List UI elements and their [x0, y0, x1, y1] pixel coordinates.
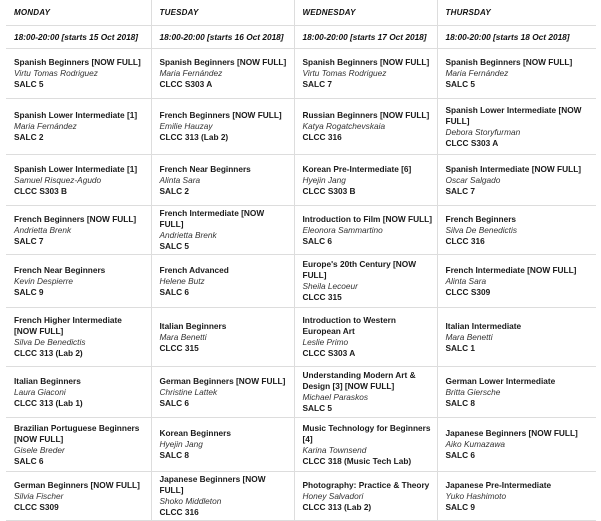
course-name: Italian Beginners	[159, 320, 227, 331]
tutor-name: Alinta Sara	[445, 275, 487, 286]
tutor-name: Virtu Tomas Rodriguez	[14, 68, 98, 78]
course-cell	[294, 367, 437, 418]
course-cell	[151, 99, 294, 155]
course-cell	[151, 49, 294, 99]
course-cell	[294, 155, 437, 206]
course-cell	[437, 155, 596, 206]
course-cell	[437, 472, 596, 521]
room-code: CLCC 316	[445, 235, 485, 246]
tutor-name: Andrietta Brenk	[159, 230, 217, 240]
room-code: SALC 6	[159, 286, 190, 297]
tutor-name: Emilie Hauzay	[159, 121, 213, 131]
course-row	[6, 99, 596, 155]
course-cell	[294, 206, 437, 255]
room-code: SALC 2	[159, 185, 190, 196]
course-name: Japanese Beginners [NOW FULL]	[445, 428, 578, 438]
room-code: SALC 6	[14, 455, 44, 466]
course-name: Italian Beginners	[14, 375, 81, 386]
tutor-name: Aiko Kumazawa	[445, 439, 505, 449]
room-code: SALC 8	[159, 450, 190, 460]
course-cell	[6, 472, 151, 521]
tutor-name: Christine Lattek	[159, 386, 218, 397]
course-cell	[151, 206, 294, 255]
tutor-name: Samuel Risquez-Agudo	[14, 174, 102, 185]
course-name: Introduction to Western European Art	[302, 315, 396, 336]
tutor-name: Gisele Breder	[14, 444, 65, 455]
tutor-name: Maria Fernández	[159, 68, 223, 78]
course-cell	[294, 418, 437, 472]
course-row	[6, 308, 596, 367]
tutor-name: Virtu Tomas Rodriguez	[302, 68, 387, 78]
course-name: French Intermediate [NOW FULL]	[445, 264, 577, 275]
course-name: French Beginners	[445, 213, 517, 224]
tutor-name: Hyejin Jang	[302, 174, 346, 185]
day-header-row	[6, 0, 596, 26]
day-header: MONDAY	[6, 0, 151, 26]
course-cell	[151, 472, 294, 521]
room-code: SALC 5	[159, 241, 190, 251]
course-name: Korean Beginners	[159, 428, 231, 438]
room-code: CLCC S303 B	[14, 185, 68, 196]
course-cell	[6, 49, 151, 99]
course-cell	[6, 418, 151, 472]
course-name: French Beginners [NOW FULL]	[14, 213, 137, 224]
room-code: CLCC 313 (Lab 2)	[14, 348, 83, 358]
course-name: Spanish Beginners [NOW FULL]	[159, 57, 287, 67]
course-name: Japanese Beginners [NOW FULL]	[159, 474, 266, 495]
course-name: French Higher Intermediate [NOW FULL]	[14, 315, 122, 336]
course-cell	[437, 206, 596, 255]
course-name: Russian Beginners [NOW FULL]	[302, 110, 430, 120]
tutor-name: Katya Rogatchevskaia	[302, 121, 386, 131]
room-code: SALC 6	[302, 235, 333, 246]
course-name: Photography: Practice & Theory	[302, 479, 430, 490]
tutor-name: Alinta Sara	[159, 174, 201, 185]
timetable-body	[6, 49, 596, 521]
course-name: Spanish Lower Intermediate [1]	[14, 110, 138, 120]
tutor-name: Karina Townsend	[302, 444, 367, 455]
course-cell	[437, 49, 596, 99]
course-cell	[6, 367, 151, 418]
course-name: Japanese Pre-Intermediate	[445, 479, 552, 490]
day-header: TUESDAY	[151, 0, 294, 26]
course-name: Spanish Lower Intermediate [1]	[14, 163, 138, 174]
course-name: French Near Beginners	[159, 163, 251, 174]
room-code: SALC 9	[445, 501, 476, 512]
room-code: CLCC 313 (Lab 2)	[302, 501, 372, 512]
course-row	[6, 206, 596, 255]
tutor-name: Andrietta Brenk	[14, 224, 72, 235]
course-cell	[437, 308, 596, 367]
course-cell	[151, 155, 294, 206]
course-cell	[437, 255, 596, 308]
session-time: 18:00-20:00 [starts 16 Oct 2018]	[151, 26, 294, 49]
room-code: SALC 5	[302, 403, 333, 413]
course-name: French Near Beginners	[14, 264, 106, 275]
course-cell	[294, 472, 437, 521]
course-name: Introduction to Film [NOW FULL]	[302, 213, 432, 224]
course-cell	[6, 308, 151, 367]
room-code: CLCC 313 (Lab 2)	[159, 132, 229, 142]
tutor-name: Oscar Salgado	[445, 174, 501, 185]
tutor-name: Maria Fernández	[14, 121, 77, 131]
tutor-name: Maria Fernández	[445, 68, 509, 78]
room-code: CLCC S303 A	[159, 79, 213, 89]
course-cell	[151, 308, 294, 367]
room-code: SALC 7	[302, 79, 333, 89]
room-code: SALC 1	[445, 342, 476, 353]
course-cell	[294, 255, 437, 308]
course-cell	[6, 255, 151, 308]
day-header: WEDNESDAY	[294, 0, 437, 26]
room-code: SALC 7	[14, 235, 44, 246]
room-code: CLCC 318 (Music Tech Lab)	[302, 455, 412, 466]
tutor-name: Mara Benetti	[445, 331, 493, 342]
tutor-name: Silva De Benedictis	[445, 224, 517, 235]
tutor-name: Shoko Middleton	[159, 496, 222, 506]
room-code: SALC 5	[14, 79, 44, 89]
tutor-name: Eleonora Sammartino	[302, 224, 383, 235]
course-cell	[151, 255, 294, 308]
room-code: CLCC 316	[159, 507, 199, 517]
room-code: SALC 5	[445, 79, 476, 89]
room-code: CLCC S303 A	[302, 348, 356, 358]
course-cell	[151, 418, 294, 472]
course-row	[6, 367, 596, 418]
course-cell	[437, 367, 596, 418]
course-cell	[437, 418, 596, 472]
room-code: SALC 6	[445, 450, 476, 460]
course-name: Brazilian Portuguese Beginners [NOW FULL]	[14, 422, 140, 444]
course-name: Italian Intermediate	[445, 320, 522, 331]
room-code: CLCC 313 (Lab 1)	[14, 397, 83, 408]
day-header: THURSDAY	[437, 0, 596, 26]
course-name: French Intermediate [NOW FULL]	[159, 208, 265, 229]
course-cell	[294, 308, 437, 367]
tutor-name: Michael Paraskos	[302, 392, 368, 402]
room-code: CLCC 315	[302, 292, 342, 302]
tutor-name: Kevin Despierre	[14, 275, 74, 286]
room-code: SALC 8	[445, 397, 476, 408]
course-row	[6, 418, 596, 472]
room-code: SALC 6	[159, 397, 190, 408]
course-name: French Advanced	[159, 264, 229, 275]
time-row	[6, 26, 596, 49]
room-code: CLCC 315	[159, 342, 199, 353]
course-cell	[6, 99, 151, 155]
course-name: Spanish Beginners [NOW FULL]	[14, 57, 141, 67]
tutor-name: Silva De Benedictis	[14, 337, 86, 347]
course-row	[6, 49, 596, 99]
course-name: Understanding Modern Art & Design [3] [NOW FULL]	[302, 370, 416, 391]
session-time: 18:00-20:00 [starts 18 Oct 2018]	[437, 26, 596, 49]
course-name: French Beginners [NOW FULL]	[159, 110, 282, 120]
course-name: Spanish Lower Intermediate [NOW FULL]	[445, 104, 582, 126]
tutor-name: Debora Storyfurman	[445, 126, 521, 137]
timetable	[6, 0, 596, 521]
course-row	[6, 472, 596, 521]
room-code: CLCC S309	[445, 286, 491, 297]
course-name: Spanish Beginners [NOW FULL]	[302, 57, 430, 67]
tutor-name: Mara Benetti	[159, 331, 207, 342]
tutor-name: Silvia Fischer	[14, 490, 64, 501]
course-name: Spanish Beginners [NOW FULL]	[445, 57, 573, 67]
course-cell	[294, 99, 437, 155]
tutor-name: Hyejin Jang	[159, 439, 203, 449]
room-code: CLCC S309	[14, 501, 59, 512]
course-cell	[437, 99, 596, 155]
tutor-name: Sheila Lecoeur	[302, 281, 358, 291]
room-code: SALC 2	[14, 132, 44, 142]
course-cell	[151, 367, 294, 418]
course-name: German Lower Intermediate	[445, 375, 556, 386]
tutor-name: Britta Giersche	[445, 386, 501, 397]
room-code: CLCC 316	[302, 132, 342, 142]
session-time: 18:00-20:00 [starts 15 Oct 2018]	[6, 26, 151, 49]
tutor-name: Laura Giaconi	[14, 386, 66, 397]
course-cell	[294, 49, 437, 99]
tutor-name: Honey Salvadori	[302, 490, 364, 501]
course-cell	[6, 206, 151, 255]
room-code: SALC 7	[445, 185, 476, 196]
course-name: Korean Pre-Intermediate [6]	[302, 163, 412, 174]
course-name: German Beginners [NOW FULL]	[14, 479, 140, 490]
session-time: 18:00-20:00 [starts 17 Oct 2018]	[294, 26, 437, 49]
tutor-name: Helene Butz	[159, 275, 205, 286]
course-name: Spanish Intermediate [NOW FULL]	[445, 163, 582, 174]
course-row	[6, 155, 596, 206]
course-name: Music Technology for Beginners [4]	[302, 422, 431, 444]
room-code: CLCC S303 B	[302, 185, 356, 196]
tutor-name: Leslie Primo	[302, 337, 349, 347]
course-cell	[6, 155, 151, 206]
course-name: German Beginners [NOW FULL]	[159, 375, 286, 386]
course-name: Europe's 20th Century [NOW FULL]	[302, 259, 417, 280]
room-code: SALC 9	[14, 286, 44, 297]
room-code: CLCC S303 A	[445, 137, 499, 148]
tutor-name: Yuko Hashimoto	[445, 490, 507, 501]
course-row	[6, 255, 596, 308]
